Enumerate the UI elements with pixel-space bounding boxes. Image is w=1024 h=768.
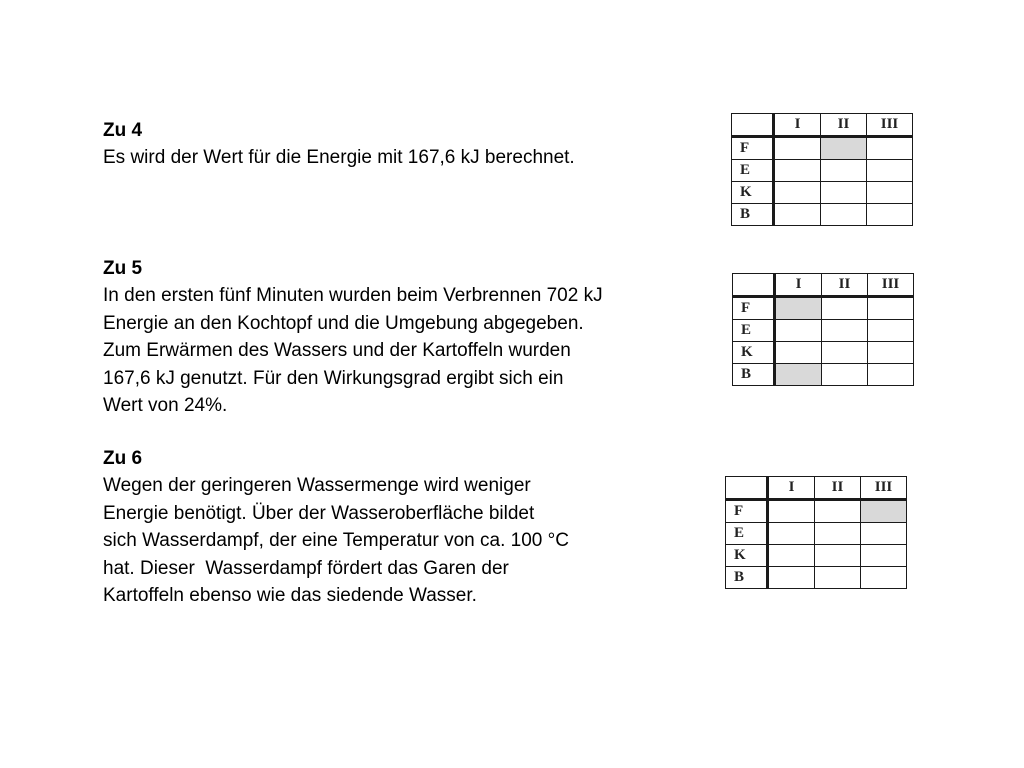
grid-cell-marked [775,364,822,386]
grid-cell [821,204,867,226]
section-text-line: Es wird der Wert für die Energie mit 167,6 kJ berechnet. [103,147,575,168]
section-text-line: Wert von 24%. [103,395,228,416]
grid-row-label: E [733,320,775,342]
grid-column-header: III [868,274,914,297]
grid-cell [768,567,815,589]
grid-cell [775,320,822,342]
section-text-line: hat. Dieser Wasserdampf fördert das Garen der [103,557,509,579]
answer-grid-5 [732,273,914,386]
grid-cell [867,182,913,204]
answer-section-6 [103,445,723,610]
grid-cell-marked [775,297,822,320]
grid-row-label: K [726,545,768,567]
grid-cell [867,160,913,182]
grid-column-header: I [774,114,821,137]
grid-cell [768,500,815,523]
grid-cell [822,364,868,386]
grid-cell [815,567,861,589]
grid-row-label: E [732,160,774,182]
grid-cell [774,182,821,204]
grid-cell [867,137,913,160]
grid-cell [821,182,867,204]
grid-cell [774,204,821,226]
grid-cell [822,320,868,342]
grid-cell [775,342,822,364]
grid-cell [768,545,815,567]
section-text-line: In den ersten fünf Minuten wurden beim Verbrennen 702 kJ [103,285,603,306]
section-heading: Zu 6 [103,448,143,469]
grid-row-label: E [726,523,768,545]
grid-cell [815,500,861,523]
grid-corner [732,114,774,137]
section-text-line: Wegen der geringeren Wassermenge wird weniger [103,475,531,496]
grid-cell [821,160,867,182]
grid-row-label: B [726,567,768,589]
grid-cell [868,297,914,320]
grid-column-header: II [815,477,861,500]
section-text-line: Energie benötigt. Über der Wasseroberfläche bildet [103,502,535,524]
grid-cell [774,160,821,182]
section-heading: Zu 4 [103,120,143,141]
grid-cell [822,297,868,320]
grid-row-label: B [732,204,774,226]
grid-cell [861,523,907,545]
grid-row-label: K [733,342,775,364]
grid-cell [868,364,914,386]
grid-column-header: II [821,114,867,137]
grid-cell [868,342,914,364]
section-heading: Zu 5 [103,258,143,279]
grid-cell-marked [861,500,907,523]
section-text-line: sich Wasserdampf, der eine Temperatur von ca. 100 °C [103,530,569,551]
grid-row-label: F [726,500,768,523]
grid-column-header: I [775,274,822,297]
grid-column-header: II [822,274,868,297]
grid-column-header: III [861,477,907,500]
grid-cell [815,523,861,545]
section-text-line: Energie an den Kochtopf und die Umgebung abgegeben. [103,312,584,334]
grid-row-label: F [733,297,775,320]
grid-corner [726,477,768,500]
grid-cell [861,545,907,567]
grid-column-header: I [768,477,815,500]
grid-cell-marked [821,137,867,160]
answer-grid-6 [725,476,907,589]
grid-row-label: B [733,364,775,386]
answer-section-5 [103,255,723,420]
answer-grid-4 [731,113,913,226]
grid-cell [822,342,868,364]
grid-column-header: III [867,114,913,137]
grid-row-label: F [732,137,774,160]
grid-cell [867,204,913,226]
grid-cell [868,320,914,342]
grid-cell [815,545,861,567]
grid-corner [733,274,775,297]
section-text-line: Kartoffeln ebenso wie das siedende Wasser. [103,585,477,606]
grid-cell [768,523,815,545]
section-text-line: 167,6 kJ genutzt. Für den Wirkungsgrad ergibt sich ein [103,367,564,389]
grid-cell [861,567,907,589]
grid-row-label: K [732,182,774,204]
section-text-line: Zum Erwärmen des Wassers und der Kartoffeln wurden [103,340,571,361]
grid-cell [774,137,821,160]
answer-section-4 [103,117,723,172]
